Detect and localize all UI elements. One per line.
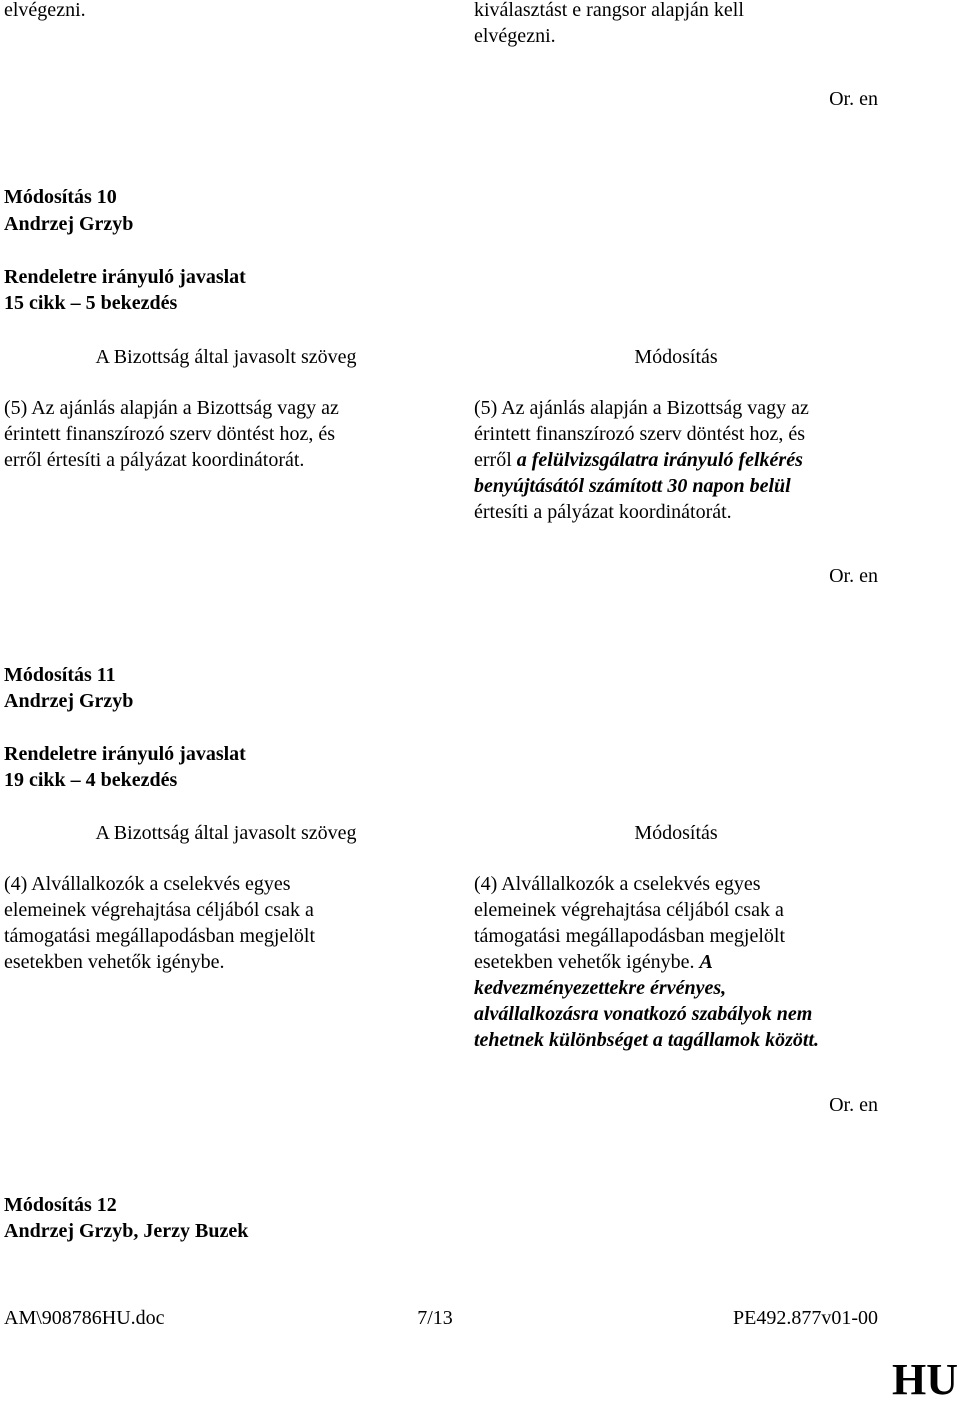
commission-text-header: A Bizottság által javasolt szöveg xyxy=(95,346,357,368)
commission-text-line: (4) Alvállalkozók a cselekvés egyes xyxy=(4,873,291,895)
continuation-text-right-line-1: kiválasztást e rangsor alapján kell xyxy=(474,0,744,21)
amendment-text-inserted: kedvezményezettekre érvényes, xyxy=(474,977,727,999)
amendment-text-line: érintett finanszírozó szerv döntést hoz, és xyxy=(474,423,805,445)
amendment-text-inserted: alvállalkozásra vonatkozó szabályok nem xyxy=(474,1003,813,1025)
amendment-text-header: Módosítás xyxy=(634,346,718,368)
amendment-text-header: Módosítás xyxy=(634,822,718,844)
proposal-label: Rendeletre irányuló javaslat xyxy=(4,266,246,288)
continuation-text-left: elvégezni. xyxy=(4,0,86,21)
amendment-text-line: (5) Az ajánlás alapján a Bizottság vagy az xyxy=(474,397,809,419)
amendment-text-plain: esetekben vehetők igénybe. xyxy=(474,951,700,973)
commission-text-line: esetekben vehetők igénybe. xyxy=(4,951,225,973)
amendment-text-plain: erről xyxy=(474,449,517,471)
amendment-author: Andrzej Grzyb, Jerzy Buzek xyxy=(4,1220,249,1242)
amendment-author: Andrzej Grzyb xyxy=(4,213,134,235)
pe-reference: PE492.877v01-00 xyxy=(733,1307,878,1329)
amendment-text-inserted: A xyxy=(699,951,713,973)
commission-text-line: erről értesíti a pályázat koordinátorát. xyxy=(4,449,305,471)
amendment-title: Módosítás 12 xyxy=(4,1194,117,1216)
amendment-text-line: értesíti a pályázat koordinátorát. xyxy=(474,501,732,523)
article-reference: 15 cikk – 5 bekezdés xyxy=(4,292,178,314)
amendment-text-line xyxy=(474,447,803,473)
amendment-title: Módosítás 11 xyxy=(4,664,116,686)
continuation-text-right-line-2: elvégezni. xyxy=(474,25,556,47)
page-number: 7/13 xyxy=(417,1307,453,1329)
commission-text-line: érintett finanszírozó szerv döntést hoz, és xyxy=(4,423,335,445)
proposal-label: Rendeletre irányuló javaslat xyxy=(4,743,246,765)
commission-text-line: (5) Az ajánlás alapján a Bizottság vagy az xyxy=(4,397,339,419)
language-code: HU xyxy=(892,1355,958,1404)
amendment-text-line: elemeinek végrehajtása céljából csak a xyxy=(474,899,784,921)
amendment-text-line: (4) Alvállalkozók a cselekvés egyes xyxy=(474,873,761,895)
amendment-text-inserted: tehetnek különbséget a tagállamok között. xyxy=(474,1029,820,1051)
amendment-text-inserted: a felülvizsgálatra irányuló felkérés xyxy=(516,449,803,471)
amendment-title: Módosítás 10 xyxy=(4,186,117,208)
amendment-text-inserted: benyújtásától számított 30 napon belül xyxy=(474,475,791,497)
article-reference: 19 cikk – 4 bekezdés xyxy=(4,769,178,791)
original-language-label: Or. en xyxy=(829,1094,878,1116)
commission-text-line: elemeinek végrehajtása céljából csak a xyxy=(4,899,314,921)
commission-text-line: támogatási megállapodásban megjelölt xyxy=(4,925,316,947)
document-reference: AM\908786HU.doc xyxy=(4,1307,165,1329)
commission-text-header: A Bizottság által javasolt szöveg xyxy=(95,822,357,844)
amendment-text-line xyxy=(474,949,713,975)
original-language-label: Or. en xyxy=(829,88,878,110)
amendment-text-line: támogatási megállapodásban megjelölt xyxy=(474,925,786,947)
amendment-author: Andrzej Grzyb xyxy=(4,690,134,712)
original-language-label: Or. en xyxy=(829,565,878,587)
